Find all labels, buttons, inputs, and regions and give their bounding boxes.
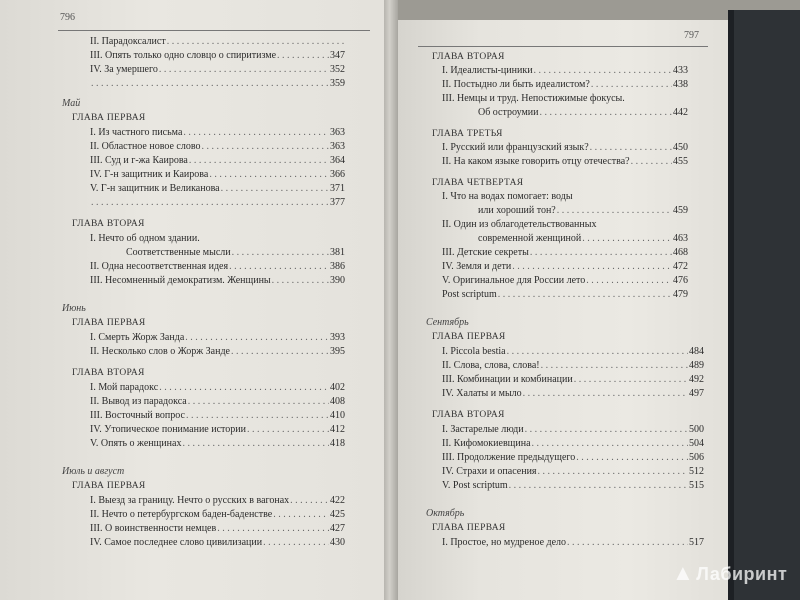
toc-entry-title: III. Продолжение предыдущего [442, 452, 576, 463]
toc-entry [90, 261, 345, 272]
toc-entry [90, 155, 345, 166]
toc-leader-dots [538, 466, 688, 477]
toc-page-number: 517 [689, 537, 704, 548]
toc-entry-title: IV. Земля и дети [442, 261, 512, 272]
toc-entry-title: III. Восточный вопрос [90, 410, 185, 421]
toc-leader-dots [574, 374, 688, 385]
toc-entry [478, 233, 688, 244]
toc-leader-dots [263, 537, 329, 548]
toc-entry [442, 247, 688, 258]
toc-entry [442, 289, 688, 300]
toc-leader-dots [221, 183, 329, 194]
toc-entry [90, 346, 345, 357]
toc-entry-title: III. О воинственности немцев [90, 523, 217, 534]
toc-leader-dots [272, 275, 329, 286]
toc-page-number: 393 [330, 332, 345, 343]
toc-page-number: 515 [689, 480, 704, 491]
chapter-title: ГЛАВА ВТОРАЯ [432, 410, 505, 420]
toc-page-number: 422 [330, 495, 345, 506]
toc-page-number: 352 [330, 64, 345, 75]
toc-entry [90, 169, 345, 180]
toc-entry-title: II. Областное новое слово [90, 141, 201, 152]
toc-leader-dots [182, 438, 329, 449]
toc-entry-title: III. Комбинации и комбинации [442, 374, 573, 385]
toc-page-number: 364 [330, 155, 345, 166]
toc-page-number: 442 [673, 107, 688, 118]
book-cover [728, 10, 800, 600]
toc-page-number: 386 [330, 261, 345, 272]
toc-entry [442, 346, 704, 357]
toc-leader-dots [586, 275, 672, 286]
section-month: Октябрь [426, 508, 465, 519]
chapter-title: ГЛАВА ЧЕТВЕРТАЯ [432, 178, 524, 188]
toc-leader-dots [185, 332, 329, 343]
toc-entry-title: IV. Г-н защитник и Каирова [90, 169, 209, 180]
toc-entry-title: V. Оригинальное для России лето [442, 275, 586, 286]
toc-page-number: 504 [689, 438, 704, 449]
toc-entry [90, 183, 345, 194]
toc-leader-dots [202, 141, 329, 152]
toc-leader-dots [534, 65, 672, 76]
toc-page-number: 459 [673, 205, 688, 216]
toc-leader-dots [186, 410, 329, 421]
toc-page-number: 359 [330, 78, 345, 89]
toc-page-number: 395 [330, 346, 345, 357]
chapter-title: ГЛАВА ВТОРАЯ [72, 368, 145, 378]
toc-entry-title: IV. За умершего [90, 64, 158, 75]
toc-leader-dots [525, 424, 688, 435]
watermark [672, 560, 787, 586]
toc-leader-dots [231, 346, 329, 357]
labirint-logo-icon: ▲ [672, 560, 695, 585]
toc-entry [442, 374, 704, 385]
chapter-title: ГЛАВА ПЕРВАЯ [72, 481, 146, 491]
chapter-title: ГЛАВА ТРЕТЬЯ [432, 129, 503, 139]
toc-entry-title: Post scriptum [442, 289, 497, 300]
toc-entry-title: III. Детские секреты [442, 247, 529, 258]
toc-entry [442, 452, 704, 463]
toc-entry [90, 141, 345, 152]
toc-leader-dots [507, 346, 688, 357]
toc-page-number: 402 [330, 382, 345, 393]
toc-page-number: 347 [330, 50, 345, 61]
toc-leader-dots [567, 537, 688, 548]
toc-entry [90, 78, 345, 89]
toc-leader-dots [217, 523, 329, 534]
toc-page-number: 377 [330, 197, 345, 208]
toc-leader-dots [582, 233, 672, 244]
toc-entry-title: I. Нечто об одном здании. [90, 233, 200, 244]
chapter-title: ГЛАВА ПЕРВАЯ [72, 318, 146, 328]
toc-page-number: 363 [330, 141, 345, 152]
toc-page-number: 381 [330, 247, 345, 258]
toc-page-number: 492 [689, 374, 704, 385]
toc-page-number: 512 [689, 466, 704, 477]
toc-page-number: 412 [330, 424, 345, 435]
toc-page-number: 500 [689, 424, 704, 435]
toc-leader-dots [229, 261, 329, 272]
toc-leader-dots [532, 438, 688, 449]
toc-entry-title: V. Post scriptum [442, 480, 508, 491]
section-month: Май [62, 98, 81, 109]
toc-entry-title: II. Несколько слов о Жорж Занде [90, 346, 230, 357]
toc-leader-dots [277, 50, 329, 61]
toc-entry-title: IV. Страхи и опасения [442, 466, 537, 477]
toc-leader-dots [290, 495, 329, 506]
toc-leader-dots [167, 36, 344, 47]
toc-entry [478, 107, 688, 118]
toc-entry [126, 247, 345, 258]
toc-entry [442, 360, 704, 371]
toc-entry [90, 127, 345, 138]
toc-page-number: 427 [330, 523, 345, 534]
toc-page-number: 418 [330, 438, 345, 449]
toc-entry [442, 275, 688, 286]
toc-entry-title: V. Г-н защитник и Великанова [90, 183, 220, 194]
toc-page-number: 476 [673, 275, 688, 286]
toc-leader-dots [189, 155, 329, 166]
section-month: Июль и август [62, 466, 125, 477]
toc-entry [442, 79, 688, 90]
toc-leader-dots [188, 396, 329, 407]
toc-leader-dots [512, 261, 672, 272]
toc-entry [442, 142, 688, 153]
toc-page-number: 497 [689, 388, 704, 399]
toc-entry-title: II. Один из облагодетельствованных [442, 219, 597, 230]
toc-entry-title: II. Кифомокиевщина [442, 438, 531, 449]
toc-entry [90, 509, 345, 520]
toc-entry [442, 156, 688, 167]
toc-entry-title: I. Простое, но мудреное дело [442, 537, 567, 548]
toc-entry [90, 382, 345, 393]
toc-entry-title: IV. Утопическое понимание истории [90, 424, 246, 435]
toc-page-number: 506 [689, 452, 704, 463]
toc-entry-title-cont: Соответственные мысли [126, 247, 231, 258]
toc-page-number: 455 [673, 156, 688, 167]
book-cover-edge [728, 10, 734, 600]
toc-page-number: 433 [673, 65, 688, 76]
toc-entry [90, 197, 345, 208]
toc-leader-dots [591, 79, 672, 90]
toc-entry [478, 205, 688, 216]
toc-page-number: 479 [673, 289, 688, 300]
toc-entry [442, 424, 704, 435]
toc-entry-title: I. Смерть Жорж Занда [90, 332, 185, 343]
toc-entry [90, 410, 345, 421]
toc-entry [442, 65, 688, 76]
chapter-title: ГЛАВА ВТОРАЯ [432, 52, 505, 62]
toc-page-number: 489 [689, 360, 704, 371]
toc-leader-dots [159, 64, 329, 75]
chapter-title: ГЛАВА ПЕРВАЯ [72, 113, 146, 123]
chapter-title: ГЛАВА ПЕРВАЯ [432, 523, 506, 533]
toc-page-number: 472 [673, 261, 688, 272]
toc-entry-title-cont: Об остроумии [478, 107, 539, 118]
toc-entry [90, 36, 345, 47]
toc-entry [90, 332, 345, 343]
toc-entry [90, 523, 345, 534]
toc-leader-dots [91, 78, 329, 89]
toc-leader-dots [557, 205, 672, 216]
toc-entry-title: I. Застарелые люди [442, 424, 524, 435]
toc-entry-title: V. Опять о женщинах [90, 438, 182, 449]
toc-entry-title: I. Piccola bestia [442, 346, 506, 357]
toc-leader-dots [91, 197, 329, 208]
toc-entry-title: I. Русский или французский язык? [442, 142, 589, 153]
toc-entry [90, 438, 345, 449]
toc-entry [90, 495, 345, 506]
toc-leader-dots [273, 509, 329, 520]
toc-page-number: 363 [330, 127, 345, 138]
book-gutter [384, 0, 398, 600]
toc-leader-dots [498, 289, 672, 300]
toc-entry [90, 275, 345, 286]
toc-page-number: 438 [673, 79, 688, 90]
toc-leader-dots [509, 480, 688, 491]
toc-entry-title: III. Суд и г-жа Каирова [90, 155, 188, 166]
toc-entry-title: I. Что на водах помогает: воды [442, 191, 573, 202]
toc-entry [90, 50, 345, 61]
toc-entry-title: II. Слова, слова, слова! [442, 360, 540, 371]
toc-page-number: 366 [330, 169, 345, 180]
toc-leader-dots [631, 156, 672, 167]
toc-page-number: 390 [330, 275, 345, 286]
toc-leader-dots [541, 360, 688, 371]
toc-entry-title: I. Мой парадокс [90, 382, 159, 393]
toc-leader-dots [590, 142, 672, 153]
toc-entry-title: II. Нечто о петербургском баден-баденстве [90, 509, 273, 520]
toc-page-number: 463 [673, 233, 688, 244]
toc-page-number: 425 [330, 509, 345, 520]
toc-entry [90, 64, 345, 75]
toc-leader-dots [183, 127, 329, 138]
chapter-title: ГЛАВА ВТОРАЯ [72, 219, 145, 229]
toc-leader-dots [523, 388, 688, 399]
right-page-number: 797 [684, 30, 699, 41]
toc-page-number: 450 [673, 142, 688, 153]
toc-page-number: 430 [330, 537, 345, 548]
left-header-rule [58, 30, 370, 31]
toc-entry-title: III. Несомненный демократизм. Женщины [90, 275, 271, 286]
toc-page-number: 468 [673, 247, 688, 258]
toc-leader-dots [209, 169, 329, 180]
toc-entry-title: III. Немцы и труд. Непостижимые фокусы. [442, 93, 625, 104]
toc-entry [90, 396, 345, 407]
toc-leader-dots [232, 247, 329, 258]
toc-entry-title: IV. Халаты и мыло [442, 388, 522, 399]
toc-leader-dots [530, 247, 672, 258]
toc-entry-title: II. Парадоксалист [90, 36, 166, 47]
toc-leader-dots [247, 424, 329, 435]
toc-entry-title-cont: или хороший тон? [478, 205, 556, 216]
section-month: Сентябрь [426, 317, 469, 328]
toc-page-number: 410 [330, 410, 345, 421]
toc-entry-title: I. Идеалисты-циники [442, 65, 533, 76]
toc-entry [90, 537, 345, 548]
right-header-rule [418, 46, 708, 47]
toc-entry [90, 424, 345, 435]
left-page-number: 796 [60, 12, 75, 23]
toc-entry-title: II. Вывод из парадокса [90, 396, 187, 407]
toc-entry-title: II. Одна несоответственная идея [90, 261, 229, 272]
toc-entry [442, 438, 704, 449]
toc-entry-title: I. Выезд за границу. Нечто о русских в вагонах [90, 495, 290, 506]
toc-entry [442, 388, 704, 399]
toc-entry [442, 480, 704, 491]
toc-entry [442, 261, 688, 272]
toc-entry [442, 537, 704, 548]
toc-page-number: 408 [330, 396, 345, 407]
toc-page-number: 371 [330, 183, 345, 194]
toc-entry-title: I. Из частного письма [90, 127, 183, 138]
toc-entry-title-cont: современной женщиной [478, 233, 582, 244]
toc-entry-title: III. Опять только одно словцо о спиритизме [90, 50, 277, 61]
watermark-text: Лабиринт [696, 564, 788, 584]
toc-entry [442, 466, 704, 477]
toc-entry-title: II. На каком языке говорить отцу отечества? [442, 156, 630, 167]
toc-entry-title: II. Постыдно ли быть идеалистом? [442, 79, 590, 90]
toc-page-number: 484 [689, 346, 704, 357]
toc-leader-dots [159, 382, 329, 393]
toc-leader-dots [576, 452, 688, 463]
chapter-title: ГЛАВА ПЕРВАЯ [432, 332, 506, 342]
toc-entry-title: IV. Самое последнее слово цивилизации [90, 537, 263, 548]
section-month: Июнь [62, 303, 86, 314]
toc-leader-dots [540, 107, 672, 118]
